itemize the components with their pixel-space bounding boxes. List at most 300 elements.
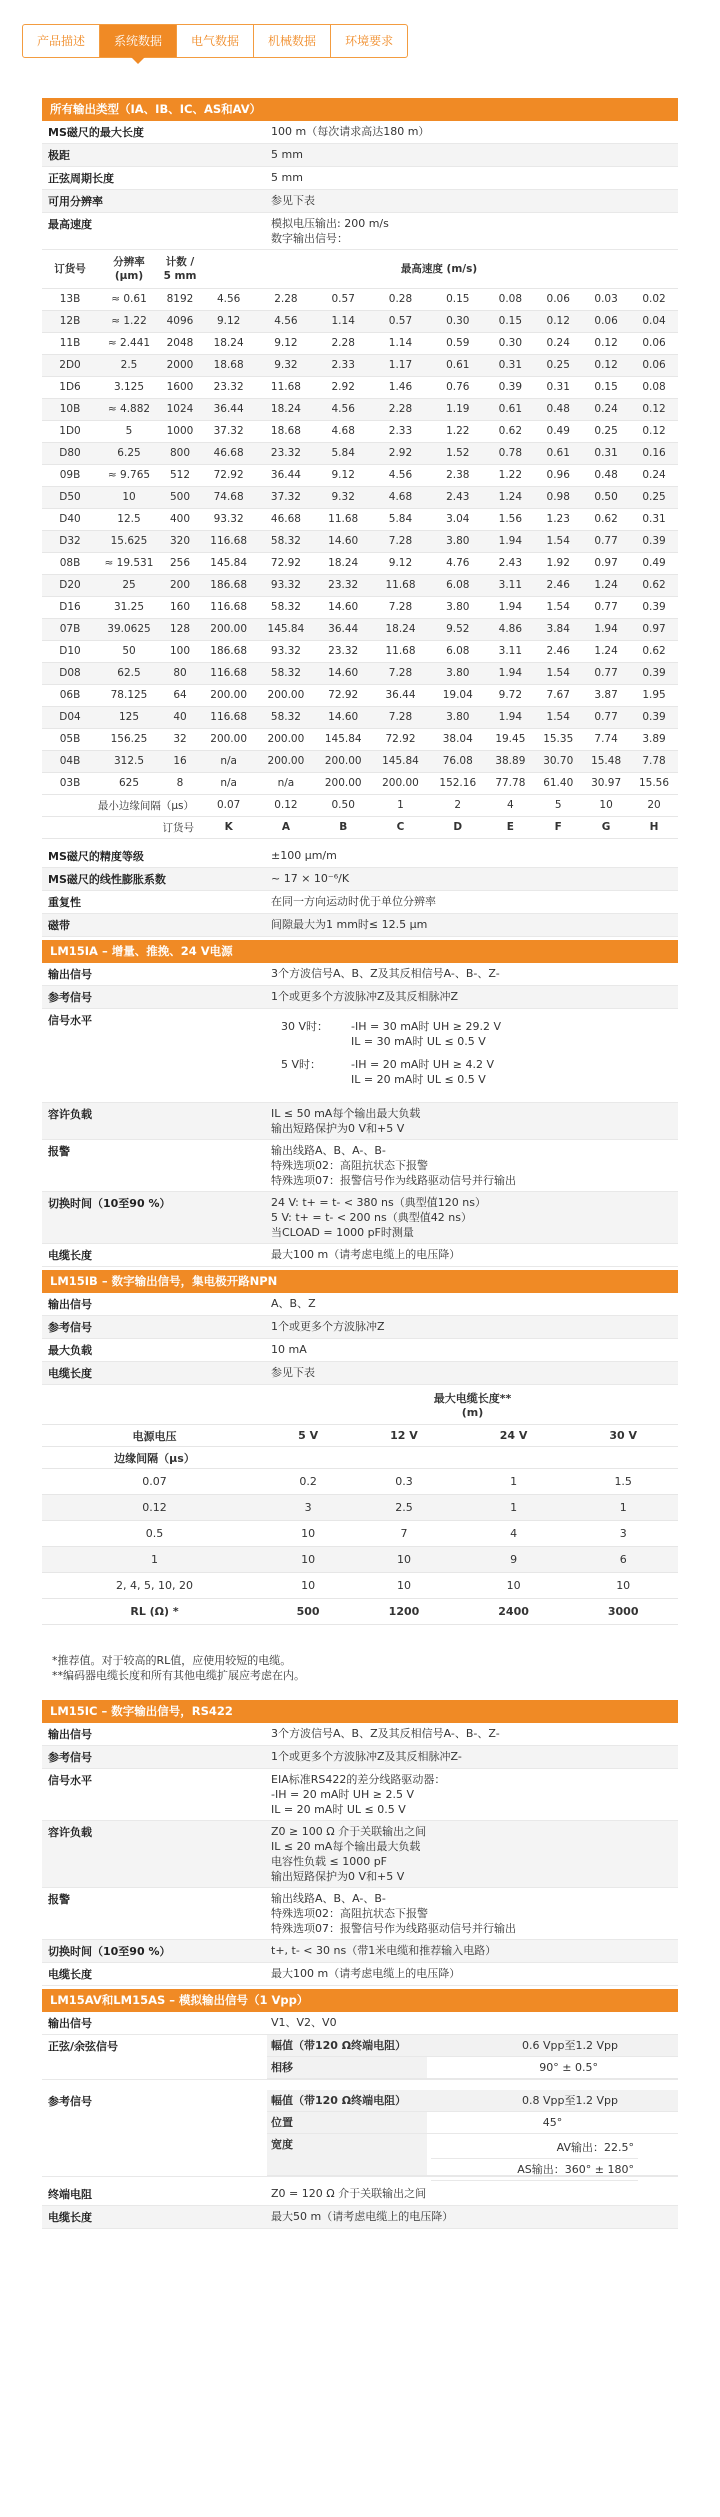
spec-value: 最大50 m（请考虑电缆上的电压降） [271,2210,454,2223]
speed-cell: 1.94 [486,662,534,684]
resolution-speed-table [42,250,678,839]
speed-cell: 200.00 [372,772,429,794]
spec-value: 参见下表 [271,194,315,207]
amplitude-value: 0.6 Vpp至1.2 Vpp [427,2035,678,2057]
speed-cell: 7.74 [582,728,630,750]
speed-cell: 7.67 [534,684,582,706]
speed-cell: 14.60 [315,596,372,618]
speed-cell: 93.32 [200,508,257,530]
spec-value: 1个或更多个方波脉冲Z [271,1319,385,1333]
load-line: Z0 ≥ 100 Ω 介于关联输出之间 [271,1825,427,1838]
resolution-cell: ≈ 4.882 [98,398,160,420]
speed-cell: 0.77 [582,662,630,684]
order-code-cell: 05B [42,728,98,750]
voltage-col: 30 V [568,1425,678,1447]
spec-label: 信号水平 [48,1774,92,1787]
switch-line: 当CLOAD = 1000 pF时测量 [271,1225,414,1239]
spec-value: 3个方波信号A、B、Z及其反相信号A-、B-、Z- [271,1727,500,1740]
spec-value: 5 mm [271,171,303,184]
max-cable-label: 最大电缆长度** [433,1391,512,1405]
resolution-cell: ≈ 0.61 [98,288,160,310]
cable-length-cell: 10 [267,1573,349,1599]
spec-label: 参考信号 [48,1320,92,1334]
col-max-speed: 最高速度 (m/s) [200,250,678,288]
order-code-cell: 13B [42,288,98,310]
spec-label: 参考信号 [48,1751,92,1764]
speed-cell: 5.84 [315,442,372,464]
spec-row [42,891,678,914]
speed-cell: 1.24 [486,486,534,508]
speed-cell: 36.44 [200,398,257,420]
cable-length-cell: 6 [568,1547,678,1573]
spec-row [42,121,678,144]
speed-cell: 116.68 [200,706,257,728]
speed-cell: 23.32 [315,574,372,596]
cable-length-cell: 3 [568,1521,678,1547]
alarm-line: 特殊选项02：高阻抗状态下报警 [271,1907,428,1920]
speed-cell: 0.62 [630,574,678,596]
signal-level-values [267,1009,678,1090]
speed-cell: 200.00 [257,684,314,706]
order-row [42,464,678,486]
order-code-letter: B [315,816,372,838]
counts-cell: 800 [160,442,200,464]
spec-value: 3个方波信号A、B、Z及其反相信号A-、B-、Z- [271,966,500,980]
speed-cell: 14.60 [315,662,372,684]
speed-cell: 0.62 [486,420,534,442]
counts-cell: 200 [160,574,200,596]
position-label: 位置 [267,2112,427,2134]
speed-cell: 116.68 [200,530,257,552]
resolution-cell: ≈ 1.22 [98,310,160,332]
resolution-cell: ≈ 19.531 [98,552,160,574]
level-value: -IH = 30 mA时 UH ≥ 29.2 V [351,1019,501,1033]
resolution-cell: 125 [98,706,160,728]
counts-cell: 320 [160,530,200,552]
speed-cell: 0.62 [630,640,678,662]
speed-cell: 23.32 [257,442,314,464]
order-row [42,354,678,376]
speed-cell: 0.30 [486,332,534,354]
speed-cell: 0.77 [582,706,630,728]
speed-cell: 4.56 [315,398,372,420]
speed-cell: 0.96 [534,464,582,486]
order-row [42,310,678,332]
ref-values [267,2090,678,2176]
spec-row [42,2183,678,2206]
spec-label: 极距 [48,149,70,162]
spec-value: A、B、Z [271,1296,316,1310]
tab-system-data[interactable]: 系统数据 [100,25,177,57]
min-edge-value: 10 [582,794,630,816]
resolution-cell: 156.25 [98,728,160,750]
order-code-cell: 03B [42,772,98,794]
speed-cell: 0.39 [630,662,678,684]
spec-label: 可用分辨率 [48,195,103,208]
speed-cell: 7.28 [372,706,429,728]
speed-cell: 4.76 [429,552,486,574]
cable-length-cell: 7 [349,1521,459,1547]
spec-value: 最大100 m（请考虑电缆上的电压降） [271,1247,461,1261]
spec-label: 磁带 [48,918,70,932]
counts-cell: 4096 [160,310,200,332]
counts-cell: 1000 [160,420,200,442]
spec-label: 最大负载 [48,1343,92,1357]
speed-cell: 30.97 [582,772,630,794]
resolution-cell: 6.25 [98,442,160,464]
speed-cell: 0.08 [486,288,534,310]
rl-value: 3000 [568,1599,678,1625]
speed-cell: 76.08 [429,750,486,772]
speed-cell: 4.68 [372,486,429,508]
spec-row [42,2206,678,2229]
order-row [42,508,678,530]
order-code-cell: 1D0 [42,420,98,442]
spec-label: MS磁尺的精度等级 [48,849,144,863]
speed-cell: 2.46 [534,640,582,662]
spec-label: 电缆长度 [48,1968,92,1981]
spec-row [42,1192,678,1244]
speed-cell: 0.48 [534,398,582,420]
spec-label: 切换时间（10至90 %） [48,1196,171,1210]
spec-label: 电缆长度 [48,1366,92,1380]
counts-cell: 2048 [160,332,200,354]
speed-cell: 1.56 [486,508,534,530]
spec-value [267,1769,678,1820]
counts-cell: 80 [160,662,200,684]
rl-value: 2400 [459,1599,569,1625]
edge-interval-label: 边缘间隔（μs） [42,1447,267,1469]
resolution-cell: 10 [98,486,160,508]
speed-cell: 0.03 [582,288,630,310]
order-code-cell: D10 [42,640,98,662]
cable-length-cell: 10 [459,1573,569,1599]
resolution-cell: 3.125 [98,376,160,398]
speed-cell: 200.00 [200,684,257,706]
speed-cell: 77.78 [486,772,534,794]
speed-cell: 18.68 [257,420,314,442]
speed-cell: 0.39 [630,530,678,552]
cable-length-cell: 4 [459,1521,569,1547]
speed-cell: 93.32 [257,640,314,662]
speed-cell: 1.24 [582,574,630,596]
spec-value: 在同一方向运动时优于单位分辨率 [271,894,436,908]
min-edge-value: 0.50 [315,794,372,816]
spec-label: 重复性 [48,895,81,909]
speed-cell: 1.94 [486,596,534,618]
speed-cell: 23.32 [315,640,372,662]
supply-voltage-label: 电源电压 [42,1425,267,1447]
order-row [42,420,678,442]
order-code-cell: D16 [42,596,98,618]
counts-cell: 100 [160,640,200,662]
col-resolution: 分辨率 (μm) [98,250,160,288]
order-row [42,640,678,662]
order-row [42,574,678,596]
section-title-lm15ib: LM15IB – 数字输出信号，集电极开路NPN [42,1270,678,1293]
speed-cell: 0.25 [582,420,630,442]
speed-cell: 0.31 [630,508,678,530]
speed-cell: 1.92 [534,552,582,574]
speed-cell: 18.24 [200,332,257,354]
speed-cell: 2.33 [315,354,372,376]
order-row [42,662,678,684]
counts-cell: 160 [160,596,200,618]
speed-cell: 58.32 [257,662,314,684]
speed-cell: 93.32 [257,574,314,596]
speed-cell: 116.68 [200,596,257,618]
footnote: **编码器电缆长度和所有其他电缆扩展应考虑在内。 [52,1669,305,1682]
counts-cell: 8 [160,772,200,794]
spec-row [42,2090,678,2177]
spec-value: 1个或更多个方波脉冲Z及其反相脉冲Z- [271,1750,462,1763]
speed-cell: 36.44 [257,464,314,486]
spec-label: 终端电阻 [48,2188,92,2201]
speed-cell: 3.84 [534,618,582,640]
speed-cell: 200.00 [315,772,372,794]
speed-cell: 6.08 [429,574,486,596]
speed-cell: 0.06 [582,310,630,332]
speed-cell: 3.80 [429,706,486,728]
order-code-cell: 09B [42,464,98,486]
speed-cell: 11.68 [257,376,314,398]
spec-row [42,868,678,891]
speed-cell: 1.54 [534,530,582,552]
speed-cell: 2.92 [372,442,429,464]
speed-cell: 0.48 [582,464,630,486]
speed-cell: 1.22 [486,464,534,486]
speed-cell: 46.68 [200,442,257,464]
spec-value: 10 mA [271,1342,307,1356]
cable-length-cell: 3 [267,1495,349,1521]
speed-cell: 2.28 [257,288,314,310]
speed-cell: 18.24 [372,618,429,640]
speed-cell: 1.95 [630,684,678,706]
phase-label: 相移 [267,2057,427,2079]
speed-cell: 58.32 [257,596,314,618]
load-line: 输出短路保护为0 V和+5 V [271,1121,405,1135]
order-code-cell: 04B [42,750,98,772]
speed-cell: 0.06 [630,354,678,376]
speed-cell: 0.31 [486,354,534,376]
spec-label: 输出信号 [48,1297,92,1311]
level-value: IL = 30 mA时 UL ≤ 0.5 V [351,1034,486,1048]
load-line: 电容性负载 ≤ 1000 pF [271,1855,388,1868]
speed-cell: 11.68 [372,640,429,662]
order-code-cell: D40 [42,508,98,530]
npn-row [42,1547,678,1573]
counts-cell: 1600 [160,376,200,398]
speed-cell: 72.92 [315,684,372,706]
speed-cell: 7.78 [630,750,678,772]
tab-environment[interactable]: 环境要求 [345,34,394,48]
order-code-cell: 2D0 [42,354,98,376]
spec-value [267,1140,678,1191]
speed-cell: 0.02 [630,288,678,310]
section-title-lm15ia: LM15IA – 增量、推挽、24 V电源 [42,940,678,963]
speed-cell: 14.60 [315,706,372,728]
edge-interval-cell: 1 [42,1547,267,1573]
tab-electrical-data[interactable]: 电气数据 [177,25,254,57]
spec-label: 电缆长度 [48,1248,92,1262]
order-code-cell: D20 [42,574,98,596]
speed-cell: 2.28 [372,398,429,420]
speed-cell: 5.84 [372,508,429,530]
resolution-cell: 12.5 [98,508,160,530]
speed-cell: 0.12 [582,332,630,354]
alarm-line: 特殊选项07：报警信号作为线路驱动信号并行输出 [271,1173,516,1187]
spec-label: 参考信号 [48,990,92,1004]
speed-cell: 4.86 [486,618,534,640]
speed-cell: 72.92 [372,728,429,750]
speed-cell: 0.12 [582,354,630,376]
npn-cable-length-table [42,1385,678,1626]
tab-product-description[interactable]: 产品描述 [23,25,100,57]
speed-cell: 4.56 [372,464,429,486]
speed-cell: 1.94 [486,530,534,552]
section-title-all-outputs: 所有输出类型（IA、IB、IC、AS和AV） [42,98,678,121]
order-code-cell: 11B [42,332,98,354]
alarm-line: 输出线路A、B、A-、B- [271,1892,386,1905]
cable-length-cell: 2.5 [349,1495,459,1521]
spec-value: 间隙最大为1 mm时≤ 12.5 μm [271,917,428,931]
speed-cell: 1.14 [315,310,372,332]
spec-value: V1、V2、V0 [271,2016,337,2029]
speed-cell: 0.12 [630,420,678,442]
spec-row [42,167,678,190]
alarm-line: 特殊选项02：高阻抗状态下报警 [271,1158,428,1172]
cable-length-cell: 10 [267,1547,349,1573]
order-row [42,618,678,640]
speed-cell: 0.50 [582,486,630,508]
alarm-line: 输出线路A、B、A-、B- [271,1143,386,1157]
speed-cell: 37.32 [200,420,257,442]
speed-cell: 1.54 [534,706,582,728]
speed-cell: 0.16 [630,442,678,464]
max-cable-header [267,1385,678,1425]
speed-cell: 1.22 [429,420,486,442]
speed-cell: 0.04 [630,310,678,332]
blank-cell [42,1385,267,1425]
spec-label: 报警 [48,1893,70,1906]
order-code-cell: D04 [42,706,98,728]
sincos-values [267,2035,678,2079]
order-code-letter: A [257,816,314,838]
order-row [42,596,678,618]
min-edge-value: 5 [534,794,582,816]
cable-length-cell: 10 [568,1573,678,1599]
speed-cell: 0.25 [630,486,678,508]
speed-cell: 9.12 [315,464,372,486]
spec-row [42,1140,678,1192]
speed-cell: 2.43 [429,486,486,508]
voltage-col: 12 V [349,1425,459,1447]
order-row [42,332,678,354]
order-code-cell: 1D6 [42,376,98,398]
edge-interval-cell: 0.12 [42,1495,267,1521]
speed-cell: 116.68 [200,662,257,684]
speed-cell: 152.16 [429,772,486,794]
spec-label: 最高速度 [48,218,92,231]
resolution-cell: ≈ 2.441 [98,332,160,354]
order-row [42,728,678,750]
cable-length-cell: 0.2 [267,1469,349,1495]
resolution-cell: ≈ 9.765 [98,464,160,486]
load-line: 输出短路保护为0 V和+5 V [271,1870,405,1883]
speed-cell: 38.89 [486,750,534,772]
speed-cell: 0.15 [429,288,486,310]
speed-cell: 0.97 [630,618,678,640]
cable-length-cell: 1.5 [568,1469,678,1495]
speed-cell: 0.61 [486,398,534,420]
speed-cell: 7.28 [372,530,429,552]
spec-row [42,1339,678,1362]
speed-cell: 46.68 [257,508,314,530]
speed-cell: 1.23 [534,508,582,530]
level-line: IL = 20 mA时 UL ≤ 0.5 V [271,1803,406,1816]
order-code-cell: D08 [42,662,98,684]
spec-value: ~ 17 × 10⁻⁶/K [271,871,350,885]
speed-cell: 72.92 [257,552,314,574]
tab-mechanical-data[interactable]: 机械数据 [254,25,331,57]
npn-row [42,1521,678,1547]
order-code-letter: K [200,816,257,838]
spec-label: MS磁尺的最大长度 [48,126,144,139]
speed-cell: 1.19 [429,398,486,420]
spec-value: 1个或更多个方波脉冲Z及其反相脉冲Z [271,989,459,1003]
spec-row [42,1103,678,1140]
spec-value [267,1192,678,1243]
spec-value: 100 m（每次请求高达180 m） [271,125,430,138]
rl-value: 1200 [349,1599,459,1625]
speed-cell: 30.70 [534,750,582,772]
order-code-cell: D32 [42,530,98,552]
speed-cell: 145.84 [372,750,429,772]
speed-cell: 0.61 [534,442,582,464]
spec-row [42,213,678,250]
min-edge-value: 0.07 [200,794,257,816]
spec-row [42,2035,678,2080]
speed-cell: 3.87 [582,684,630,706]
width-label: 宽度 [267,2134,427,2176]
speed-cell: 1.46 [372,376,429,398]
speed-cell: 15.56 [630,772,678,794]
position-value: 45° [427,2112,678,2134]
spec-row [42,1888,678,1940]
speed-cell: 18.68 [200,354,257,376]
rl-label: RL (Ω) * [42,1599,267,1625]
counts-cell: 128 [160,618,200,640]
resolution-cell: 39.0625 [98,618,160,640]
min-edge-value: 4 [486,794,534,816]
resolution-cell: 62.5 [98,662,160,684]
speed-cell: 0.57 [315,288,372,310]
speed-cell: 0.62 [582,508,630,530]
cable-length-cell: 1 [459,1495,569,1521]
speed-cell: 0.39 [630,596,678,618]
order-row [42,486,678,508]
min-edge-value: 0.12 [257,794,314,816]
level-line: -IH = 20 mA时 UH ≥ 2.5 V [271,1788,414,1801]
speed-cell: 0.78 [486,442,534,464]
speed-cell: 61.40 [534,772,582,794]
speed-cell: 38.04 [429,728,486,750]
speed-cell: 0.39 [630,706,678,728]
spec-row [42,1723,678,1746]
spec-label: 切换时间（10至90 %） [48,1945,171,1958]
col-counts: 计数 / 5 mm [160,250,200,288]
speed-cell: 9.32 [315,486,372,508]
